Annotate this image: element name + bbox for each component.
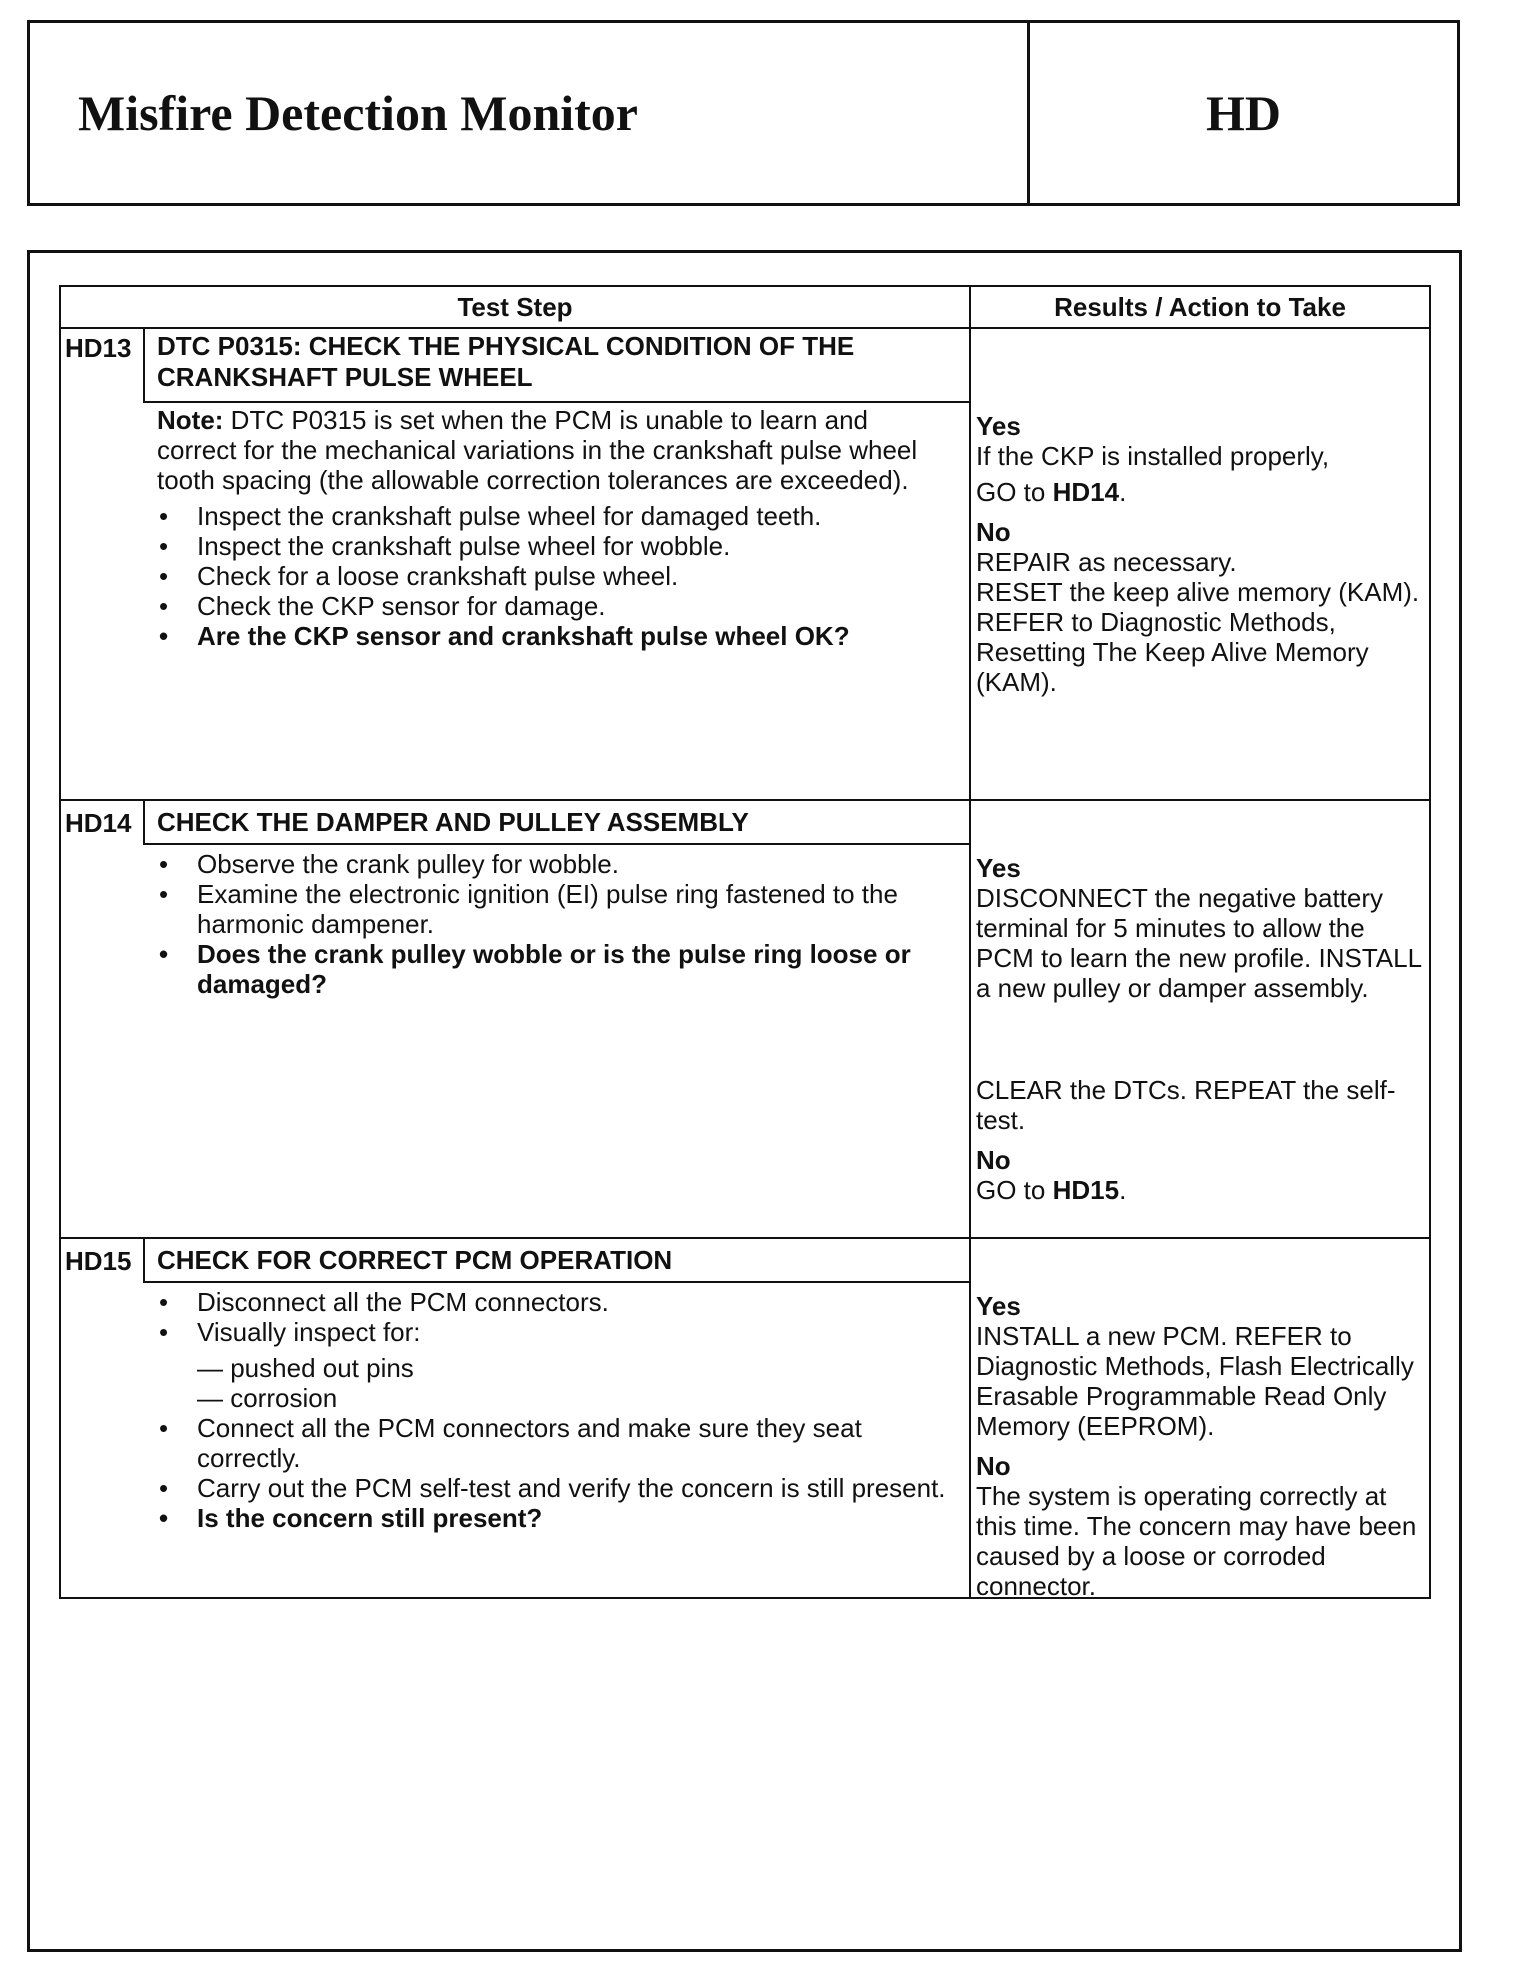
yes-go: GO to: [976, 477, 1053, 507]
yes-text: If the CKP is installed properly,: [976, 441, 1330, 471]
step-question: • Does the crank pulley wobble or is the pulse ring loose or damaged?: [157, 939, 947, 999]
list-item: • Connect all the PCM connectors and make sure they seat correctly.: [157, 1413, 947, 1473]
step-id: HD14: [65, 808, 132, 838]
step-body: [157, 1287, 947, 1533]
page-header: [27, 20, 1460, 206]
yes-label: Yes: [976, 411, 1021, 441]
sub-item: — pushed out pins: [197, 1353, 414, 1383]
list-item: • Inspect the crankshaft pulse wheel for wobble.: [157, 531, 947, 561]
yes-go-end: .: [1119, 477, 1127, 507]
yes-text: INSTALL a new PCM. REFER to Diagnostic Methods, Flash Electrically Erasable Programmable Read Only Memory (EEPROM).: [976, 1321, 1414, 1441]
note-text: DTC P0315 is set when the PCM is unable to learn and correct for the mechanical variations in the crankshaft pulse wheel tooth spacing (the allowable correction tolerances are exceeded).: [157, 405, 918, 495]
step-id: HD13: [65, 333, 132, 363]
note-label: Note:: [157, 405, 224, 435]
no-text: REPAIR as necessary.: [976, 547, 1237, 577]
list-item: • Examine the electronic ignition (EI) pulse ring fastened to the harmonic dampener.: [157, 879, 947, 939]
no-go: GO to: [976, 1175, 1053, 1205]
step-results: [976, 1291, 1426, 1601]
column-header-results: Results / Action to Take: [1054, 291, 1346, 322]
list-item: • Disconnect all the PCM connectors.: [157, 1287, 947, 1317]
no-text: RESET the keep alive memory (KAM). REFER to Diagnostic Methods, Resetting The Keep Alive Memory (KAM).: [976, 577, 1420, 697]
list-item: • Visually inspect for:: [157, 1317, 947, 1347]
step-question: • Are the CKP sensor and crankshaft pulse wheel OK?: [157, 621, 947, 651]
step-results: [976, 853, 1426, 1205]
sub-item: — corrosion: [197, 1383, 338, 1413]
list-item: • Observe the crank pulley for wobble.: [157, 849, 947, 879]
list-item: • Check the CKP sensor for damage.: [157, 591, 947, 621]
no-label: No: [976, 517, 1011, 547]
list-item: • Inspect the crankshaft pulse wheel for damaged teeth.: [157, 501, 947, 531]
yes-text: DISCONNECT the negative battery terminal for 5 minutes to allow the PCM to learn the new profile. INSTALL a new pulley or damper assembly.: [976, 883, 1422, 1003]
yes-go-target: HD14: [1052, 477, 1120, 507]
section-code: HD: [1206, 85, 1281, 141]
list-item: • Check for a loose crankshaft pulse wheel.: [157, 561, 947, 591]
test-step-table: [59, 285, 1431, 1599]
list-item: • Carry out the PCM self-test and verify the concern is still present.: [157, 1473, 947, 1503]
no-label: No: [976, 1145, 1011, 1175]
no-go-target: HD15: [1052, 1175, 1120, 1205]
yes-label: Yes: [976, 1291, 1021, 1321]
step-question: • Is the concern still present?: [157, 1503, 947, 1533]
column-header-test-step: Test Step: [457, 291, 573, 322]
no-go-end: .: [1119, 1175, 1127, 1205]
step-body: [157, 849, 947, 999]
yes-label: Yes: [976, 853, 1021, 883]
no-text: The system is operating correctly at this time. The concern may have been caused by a loose or corroded connector.: [976, 1481, 1417, 1601]
step-results: [976, 411, 1426, 697]
page-title: Misfire Detection Monitor: [30, 23, 1030, 203]
step-title: DTC P0315: CHECK THE PHYSICAL CONDITION OF THE CRANKSHAFT PULSE WHEEL: [157, 331, 855, 392]
step-body: [157, 405, 947, 651]
step-title: CHECK THE DAMPER AND PULLEY ASSEMBLY: [157, 807, 749, 837]
step-title: CHECK FOR CORRECT PCM OPERATION: [157, 1245, 673, 1275]
yes-text: CLEAR the DTCs. REPEAT the self-test.: [976, 1075, 1396, 1135]
step-id: HD15: [65, 1246, 132, 1276]
no-label: No: [976, 1451, 1011, 1481]
